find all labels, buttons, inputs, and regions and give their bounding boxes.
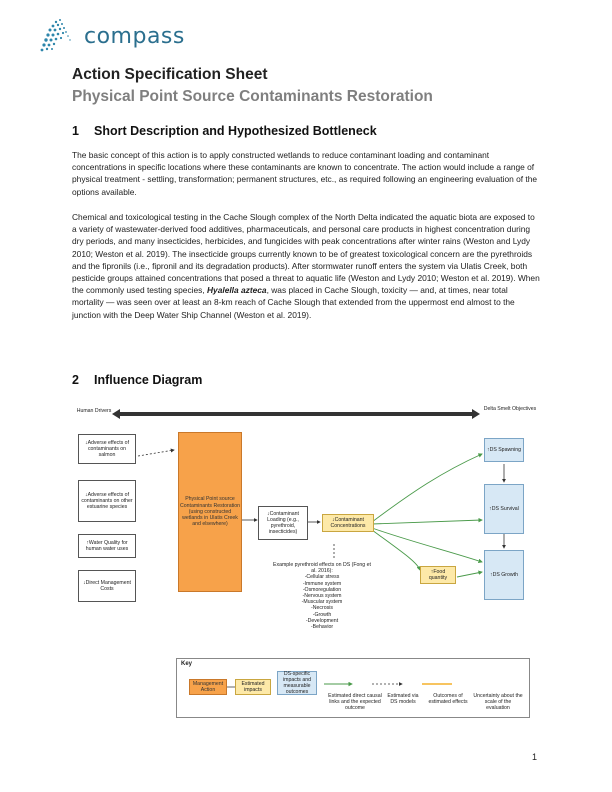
food-quantity-box: ↑Food quantity xyxy=(420,566,456,584)
effect-item: -Behavior xyxy=(310,624,334,631)
diagram-key xyxy=(176,658,530,718)
effect-item: -Growth xyxy=(312,611,332,618)
effects-list xyxy=(270,562,374,630)
logo-text: compass xyxy=(84,24,185,49)
estuarine-effects-box: ↓Adverse effects of contaminants on other estuarine species xyxy=(78,480,136,522)
key-management-action: Management Action xyxy=(189,679,227,695)
section-title: Influence Diagram xyxy=(94,373,203,387)
key-causal-links: Estimated direct causal links and the expected outcome xyxy=(328,693,382,712)
key-ds-impacts: DS-specific impacts and measurable outcomes xyxy=(277,671,317,695)
key-ds-models: Estimated via DS models xyxy=(387,693,419,706)
contaminant-loading-box: ↓Contaminant Loading (e.g., pyrethroid, insecticides) xyxy=(258,506,308,540)
water-quality-box: ↑Water Quality for human water uses xyxy=(78,534,136,558)
management-costs-box: ↓Direct Management Costs xyxy=(78,570,136,602)
ds-spawning-box: ↑DS Spawning xyxy=(484,438,524,462)
scale-arrow xyxy=(112,409,480,419)
document-subtitle: Physical Point Source Contaminants Restoration xyxy=(72,88,433,105)
section-number: 2 xyxy=(72,373,79,387)
scale-right-label: Delta Smelt Objectives xyxy=(483,406,537,412)
ds-growth-box: ↑DS Growth xyxy=(484,550,524,600)
page-number: 1 xyxy=(532,752,538,762)
section-1-heading xyxy=(72,124,377,138)
key-uncertainty: Uncertainty about the scale of the evaluation xyxy=(473,693,523,712)
paragraph-2-part-a: Chemical and toxicological testing in the Cache Slough complex of the North Delta indicated the aquatic biota are exposed to a variety of wastewater-derived food additives, pharmaceuticals, and personal care products in highest concentration during dry periods, and many insecticides, herbicides, and fungicides with peak concentrations after winter rains (Weston and Lydy 2010; Weston et al. 2019). The insecticide groups currently known to be of greatest toxicological concern are the pyrethroids and the fipronils (i.e., fipronil and its degradation products). After stormwater runoff enters the system via Ulatis Creek, both pesticide groups attained concentrations that posed a threat to aquatic life (Weston and Lydy 2010; Weston et al. 2019). When the commonly used testing species, xyxy=(72,212,540,296)
effects-title: Example pyrethroid effects on DS (Fong et al. 2016): xyxy=(273,562,371,575)
section-title: Short Description and Hypothesized Bottleneck xyxy=(94,124,377,138)
effect-item: -Cellular stress xyxy=(304,574,340,581)
salmon-effects-box: ↓Adverse effects of contaminants on salmon xyxy=(78,434,136,464)
effect-item: -Muscular system xyxy=(301,599,343,606)
effect-item: -Nervous system xyxy=(302,593,342,600)
effect-item: -Development xyxy=(305,617,339,624)
ds-survival-box: ↑DS Survival xyxy=(484,484,524,534)
effect-item: -Necrosis xyxy=(311,605,333,612)
section-2-heading xyxy=(72,373,202,387)
document-title: Action Specification Sheet xyxy=(72,66,268,83)
scale-left-label: Human Drivers xyxy=(76,408,112,414)
effect-item: -Osmoregulation xyxy=(302,586,342,593)
management-action-box: Physical Point source Contaminants Restoration (using constructed wetlands in Ulatis Creek and elsewhere) xyxy=(178,432,242,592)
species-name: Hyalella azteca xyxy=(207,285,267,296)
key-outcomes: Outcomes of estimated effects xyxy=(428,693,468,706)
contaminant-concentrations-box: ↓Contaminant Concentrations xyxy=(322,514,374,532)
effect-item: -Immune system xyxy=(302,580,342,587)
section-number: 1 xyxy=(72,124,79,138)
paragraph-1: The basic concept of this action is to apply constructed wetlands to reduce contaminant loading and contaminant concentrations in specific locations where these contaminants are known to concentrate. The action would include a range of physical treatment - settling, transformation; permanent structures, etc., as required following an engineering evaluation of the options available. xyxy=(72,150,538,197)
paragraph-2-part-b: , was placed in Cache Slough, toxicity — and, at times, near total mortality — was seen over at least an 8-km reach of Cache Slough that extended from the uppermost end almost to the junction with the Deep Water Ship Channel (Weston et al. 2019). xyxy=(72,285,515,320)
paragraph-2 xyxy=(72,211,540,321)
key-estimated-impacts: Estimated impacts xyxy=(235,679,271,695)
key-title: Key xyxy=(181,661,193,667)
